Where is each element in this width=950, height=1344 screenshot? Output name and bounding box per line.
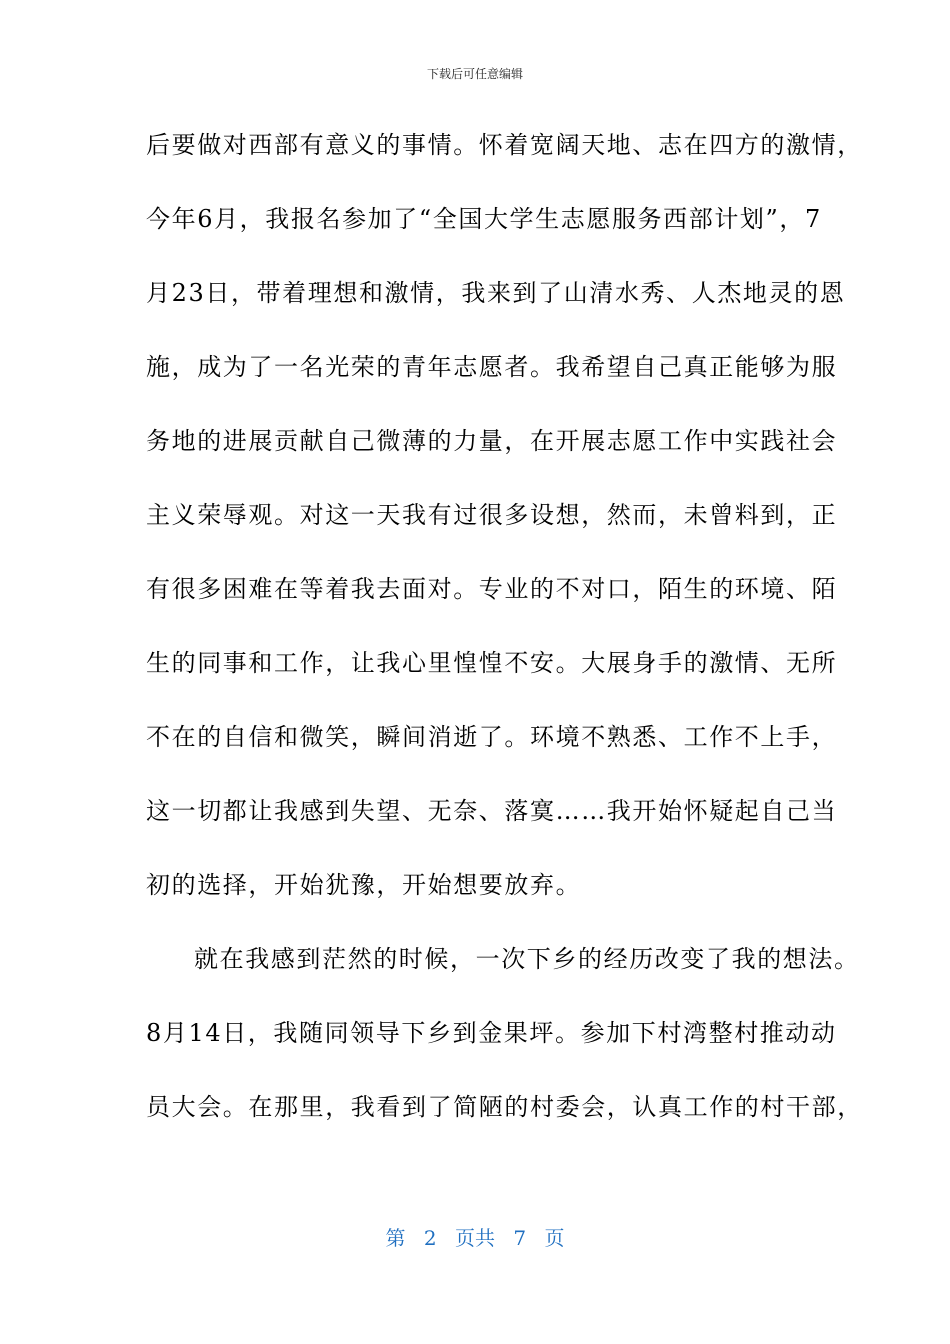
text-line: 务地的进展贡献自己微薄的力量，在开展志愿工作中实践社会 bbox=[146, 427, 838, 455]
text-line: 生的同事和工作，让我心里惶惶不安。大展身手的激情、无所 bbox=[146, 649, 838, 677]
text-line: 施，成为了一名光荣的青年志愿者。我希望自己真正能够为服 bbox=[146, 353, 838, 381]
text-line: 月23日，带着理想和激情，我来到了山清水秀、人杰地灵的恩 bbox=[146, 279, 846, 307]
footer-page-number: 2 bbox=[423, 1226, 437, 1250]
header-note: 下载后可任意编辑 bbox=[426, 67, 523, 81]
text-line: 今年6月，我报名参加了“全国大学生志愿服务西部计划”，7 bbox=[146, 205, 822, 233]
text-line: 初的选择，开始犹豫，开始想要放弃。 bbox=[146, 871, 582, 899]
footer-total-pages: 7 bbox=[513, 1226, 527, 1250]
text-line: 员大会。在那里，我看到了简陋的村委会，认真工作的村干部， bbox=[146, 1093, 863, 1121]
text-line: 后要做对西部有意义的事情。怀着宽阔天地、志在四方的激情， bbox=[146, 131, 863, 159]
text-line: 8月14日，我随同领导下乡到金果坪。参加下村湾整村推动动 bbox=[146, 1019, 837, 1047]
text-line-indented: 就在我感到茫然的时候，一次下乡的经历改变了我的想法。 bbox=[194, 945, 860, 973]
footer-ye: 页 bbox=[544, 1226, 565, 1250]
text-line: 这一切都让我感到失望、无奈、落寞……我开始怀疑起自己当 bbox=[146, 797, 838, 825]
text-line: 不在的自信和微笑，瞬间消逝了。环境不熟悉、工作不上手， bbox=[146, 723, 838, 751]
footer-ye-gong: 页共 bbox=[455, 1226, 495, 1250]
text-line: 主义荣辱观。对这一天我有过很多设想，然而，未曾料到，正 bbox=[146, 501, 838, 529]
footer-di: 第 bbox=[385, 1226, 406, 1250]
document-body bbox=[146, 120, 863, 1156]
page-footer bbox=[0, 1224, 950, 1252]
text-line: 有很多困难在等着我去面对。专业的不对口，陌生的环境、陌 bbox=[146, 575, 838, 603]
